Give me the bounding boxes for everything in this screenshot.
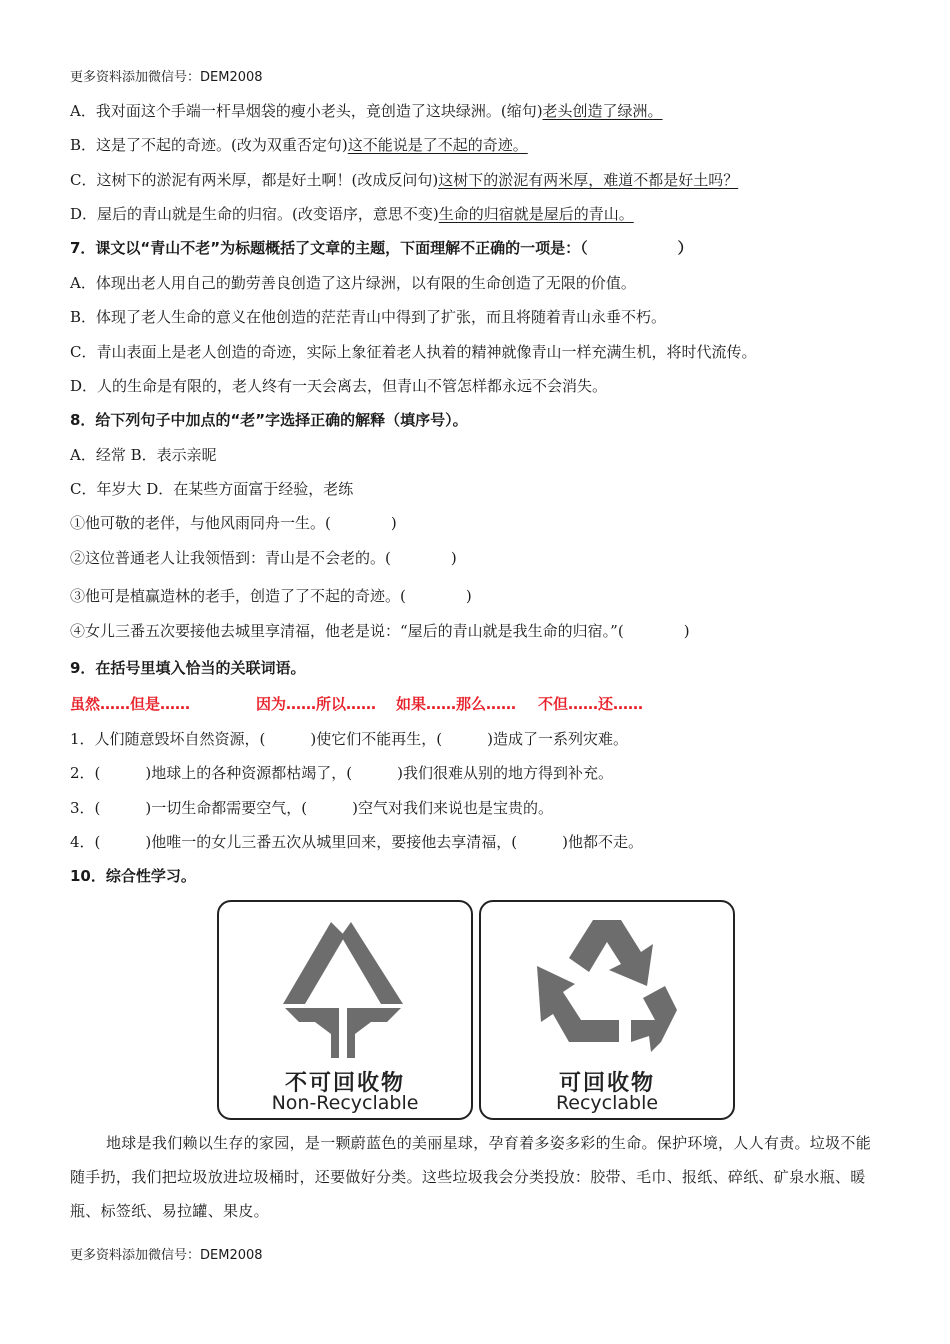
q9-word-bank [70, 694, 770, 714]
non-recyclable-icon [219, 902, 471, 1062]
q6-item-c [70, 170, 738, 190]
q8-meanings-2: C．年岁大 D．在某些方面富于经验，老练 [70, 480, 354, 498]
q8-sentence-1: ①他可敬的老伴，与他风雨同舟一生。( ) [70, 514, 397, 532]
q10-title: 10．综合性学习。 [70, 867, 196, 885]
q6-item-b [70, 135, 528, 155]
q6-item-d [70, 204, 634, 224]
q8-title: 8．给下列句子中加点的“老”字选择正确的解释（填序号）。 [70, 411, 468, 429]
q6-item-c-answer: 这树下的淤泥有两米厚，难道不都是好土吗？ [438, 171, 739, 189]
q6-item-a [70, 101, 663, 121]
q8-sentence-3: ③他可是植赢造林的老手，创造了了不起的奇迹。( ) [70, 587, 472, 605]
q6-item-a-answer: 老头创造了绿洲。 [542, 102, 663, 120]
q8-meanings-1: A．经常 B．表示亲昵 [70, 446, 217, 464]
non-recyclable-sign [217, 900, 473, 1120]
recyclable-label-en: Recyclable [555, 1092, 659, 1114]
non-recyclable-label-en: Non-Recyclable [271, 1092, 419, 1114]
recycle-icon [481, 902, 733, 1062]
q9-sentence-1: 1．人们随意毁坏自然资源，( )使它们不能再生，( )造成了一系列灾难。 [70, 730, 628, 748]
q7-option-a: A．体现出老人用自己的勤劳善良创造了这片绿洲，以有限的生命创造了无限的价值。 [70, 274, 636, 292]
footer-note: 更多资料添加微信号：DEM2008 [70, 1248, 263, 1263]
recyclable-sign [479, 900, 735, 1120]
q9-sentence-2: 2．( )地球上的各种资源都枯竭了，( )我们很难从别的地方得到补充。 [70, 764, 613, 782]
q9-word-4: 不但……还…… [538, 695, 644, 713]
q7-option-c: C．青山表面上是老人创造的奇迹，实际上象征着老人执着的精神就像青山一样充满生机，将时代流传。 [70, 343, 757, 361]
q9-word-2: 因为……所以…… [256, 695, 377, 713]
q9-sentence-4: 4．( )他唯一的女儿三番五次从城里回来，要接他去享清福，( )他都不走。 [70, 833, 643, 851]
q6-item-a-text: A．我对面这个手端一杆旱烟袋的瘦小老头，竟创造了这块绿洲。(缩句) [70, 102, 543, 120]
non-recyclable-label-cn: 不可回收物 [284, 1071, 405, 1096]
q7-title: 7．课文以“青山不老”为标题概括了文章的主题，下面理解不正确的一项是：（ ） [70, 239, 693, 257]
q8-sentence-2: ②这位普通老人让我领悟到：青山是不会老的。( ) [70, 549, 457, 567]
q9-word-3: 如果……那么…… [396, 695, 517, 713]
q8-sentence-4: ④女儿三番五次要接他去城里享清福，他老是说：“屋后的青山就是我生命的归宿。”( ) [70, 622, 690, 640]
q6-item-b-text: B．这是了不起的奇迹。(改为双重否定句) [70, 136, 348, 154]
q9-word-1: 虽然……但是…… [70, 695, 191, 713]
recyclable-label-cn: 可回收物 [558, 1071, 655, 1096]
q7-option-d: D．人的生命是有限的，老人终有一天会离去，但青山不管怎样都永远不会消失。 [70, 377, 608, 395]
q6-item-d-text: D．屋后的青山就是生命的归宿。(改变语序，意思不变) [70, 205, 439, 223]
header-note: 更多资料添加微信号：DEM2008 [70, 70, 263, 85]
q7-option-b: B．体现了老人生命的意义在他创造的茫茫青山中得到了扩张，而且将随着青山永垂不朽。 [70, 308, 667, 326]
q6-item-c-text: C．这树下的淤泥有两米厚，都是好土啊！(改成反问句) [70, 171, 439, 189]
q6-item-d-answer: 生命的归宿就是屋后的青山。 [438, 205, 634, 223]
q9-sentence-3: 3．( )一切生命都需要空气，( )空气对我们来说也是宝贵的。 [70, 799, 553, 817]
q6-item-b-answer: 这不能说是了不起的奇迹。 [347, 136, 528, 154]
q9-title: 9．在括号里填入恰当的关联词语。 [70, 659, 306, 677]
q10-paragraph: 地球是我们赖以生存的家园，是一颗蔚蓝色的美丽星球，孕育着多姿多彩的生命。保护环境，人人有责。垃圾不能随手扔，我们把垃圾放进垃圾桶时，还要做好分类。这些垃圾我会分类投放：胶带、毛巾、报纸、碎纸、矿泉水瓶、暖瓶、标签纸、易拉罐、果皮。 [70, 1134, 872, 1220]
